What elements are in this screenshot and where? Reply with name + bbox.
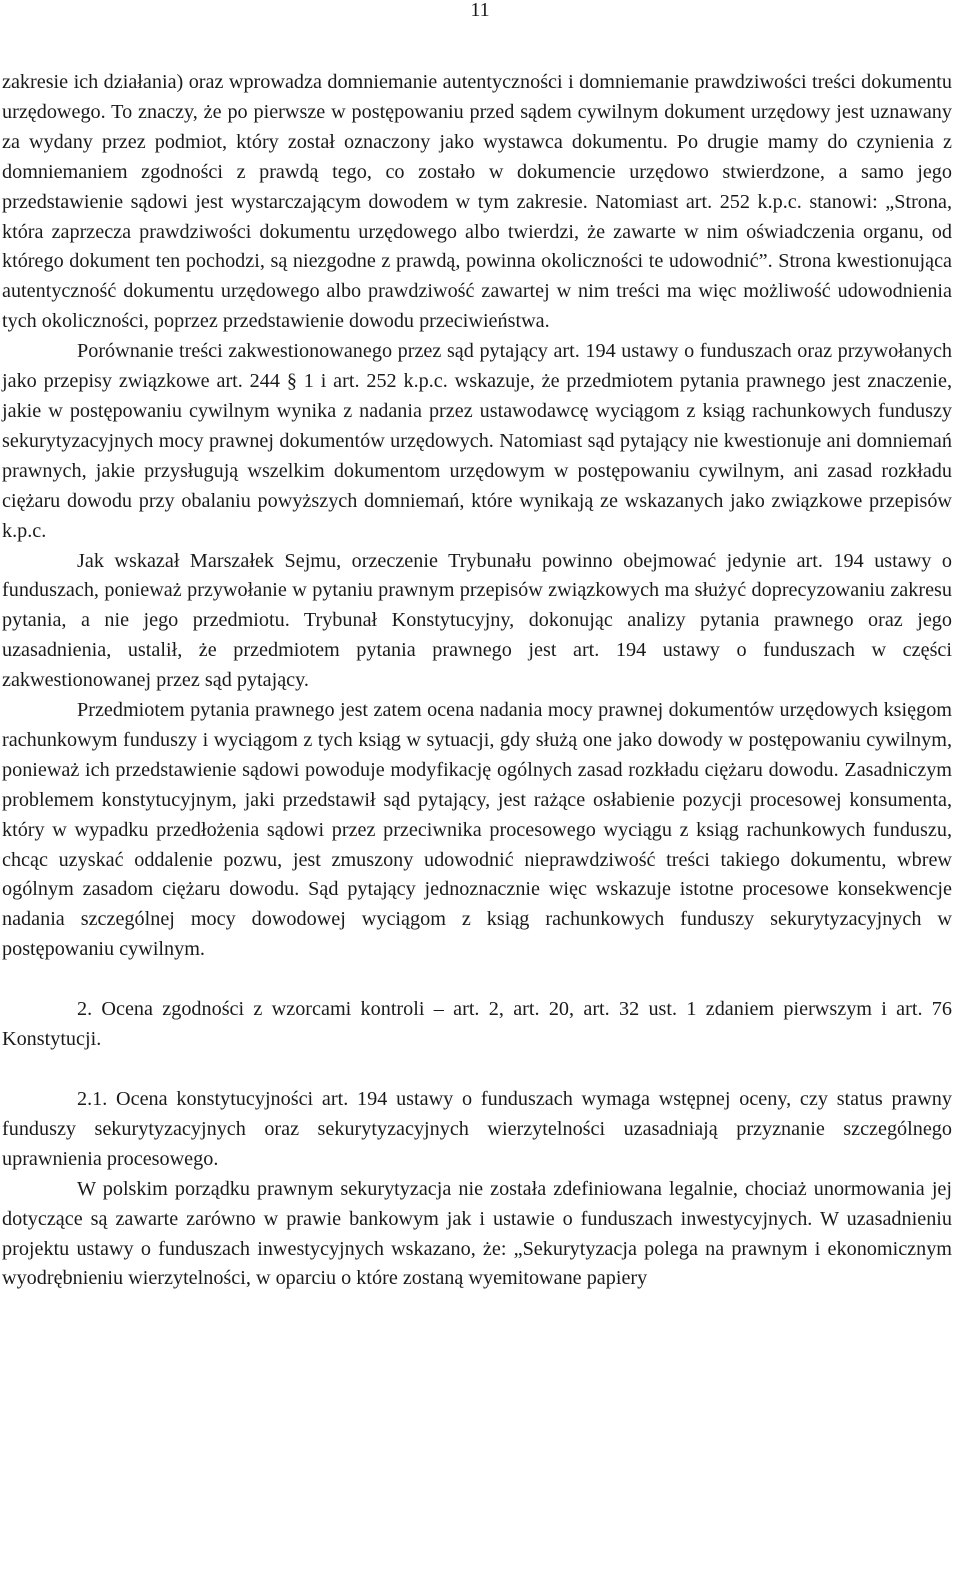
- section-heading-2: 2. Ocena zgodności z wzorcami kontroli – art. 2, art. 20, art. 32 ust. 1 zdaniem pierwszym i art. 76 Konstytucji.: [2, 998, 952, 1051]
- paragraph-marshal: Jak wskazał Marszałek Sejmu, orzeczenie Trybunału powinno obejmować jedynie art. 194 ustawy o funduszach, ponieważ przywołanie w pytaniu prawnym przepisów związkowych ma służyć doprecyzowaniu zakresu pytania, a nie jego przedmiotu. Trybunał Konstytucyjny, dokonując analizy pytania prawnego oraz jego uzasadnienia, ustalił, że przedmiotem pytania prawnego jest art. 194 ustawy o funduszach w części zakwestionowanej przez sąd pytający.: [2, 549, 952, 692]
- paragraph-comparison: Porównanie treści zakwestionowanego przez sąd pytający art. 194 ustawy o funduszach oraz przywołanych jako przepisy związkowe art. 244 § 1 i art. 252 k.p.c. wskazuje, że przedmiotem pytania prawnego jest znaczenie, jakie w postępowaniu cywilnym wynika z nadania przez ustawodawcę wyciągom z ksiąg rachunkowych funduszy sekurytyzacyjnych mocy prawnej dokumentów urzędowych. Natomiast sąd pytający nie kwestionuje ani domniemań prawnych, jakie przysługują wszelkim dokumentom urzędowym w postępowaniu cywilnym, ani zasad rozkładu ciężaru dowodu przy obalaniu powyższych domniemań, które wynikają ze wskazanych jako związkowe przepisów k.p.c.: [2, 340, 952, 542]
- paragraph-continuation: zakresie ich działania) oraz wprowadza domniemanie autentyczności i domniemanie prawdziwości treści dokumentu urzędowego. To znaczy, że po pierwsze w postępowaniu przed sądem cywilnym dokument urzędowy jest uznawany za wydany przez podmiot, który został oznaczony jako wystawca dokumentu. Po drugie mamy do czynienia z domniemaniem zgodności z prawdą tego, co zostało w dokumencie urzędowo stwierdzone, a samo jego przedstawienie sądowi jest wystarczającym dowodem w tym zakresie. Natomiast art. 252 k.p.c. stanowi: „Strona, która zaprzecza prawdziwości dokumentu urzędowego albo twierdzi, że zawarte w nim oświadczenia organu, od którego dokument ten pochodzi, są niezgodne z prawdą, powinna okoliczności te udowodnić”. Strona kwestionująca autentyczność dokumentu urzędowego albo prawdziwość zawartej w nim treści ma więc możliwość udowodnienia tych okoliczności, poprzez przedstawienie dowodu przeciwieństwa.: [2, 71, 952, 333]
- page-number: 11: [470, 0, 490, 21]
- document-body: [2, 68, 952, 1294]
- paragraph-subject: Przedmiotem pytania prawnego jest zatem ocena nadania mocy prawnej dokumentów urzędowych księgom rachunkowym funduszy i wyciągom z tych ksiąg w sytuacji, gdy służą one jako dowody w postępowaniu cywilnym, ponieważ ich przedstawienie sądowi powoduje modyfikację ogólnych zasad rozkładu ciężaru dowodu. Zasadniczym problemem konstytucyjnym, jaki przedstawił sąd pytający, jest rażące osłabienie pozycji procesowej konsumenta, który w wypadku przedłożenia sądowi przez przeciwnika procesowego wyciągu z ksiąg rachunkowych funduszu, chcąc uzyskać oddalenie pozwu, jest zmuszony udowodnić nieprawdziwość treści takiego dokumentu, wbrew ogólnym zasadom ciężaru dowodu. Sąd pytający jednoznacznie więc wskazuje istotne procesowe konsekwencje nadania szczególnej mocy dowodowej wyciągom z ksiąg rachunkowych funduszy sekurytyzacyjnych w postępowaniu cywilnym.: [2, 699, 952, 961]
- section-heading-2-1: 2.1. Ocena konstytucyjności art. 194 ustawy o funduszach wymaga wstępnej oceny, czy status prawny funduszy sekurytyzacyjnych oraz sekurytyzacyjnych wierzytelności uzasadniają przyznanie szczególnego uprawnienia procesowego.: [2, 1088, 952, 1170]
- paragraph-securitization: W polskim porządku prawnym sekurytyzacja nie została zdefiniowana legalnie, chociaż unormowania jej dotyczące są zawarte zarówno w prawie bankowym jak i ustawie o funduszach inwestycyjnych. W uzasadnieniu projektu ustawy o funduszach inwestycyjnych wskazano, że: „Sekurytyzacja polega na prawnym i ekonomicznym wyodrębnieniu wierzytelności, w oparciu o które zostaną wyemitowane papiery: [2, 1177, 952, 1290]
